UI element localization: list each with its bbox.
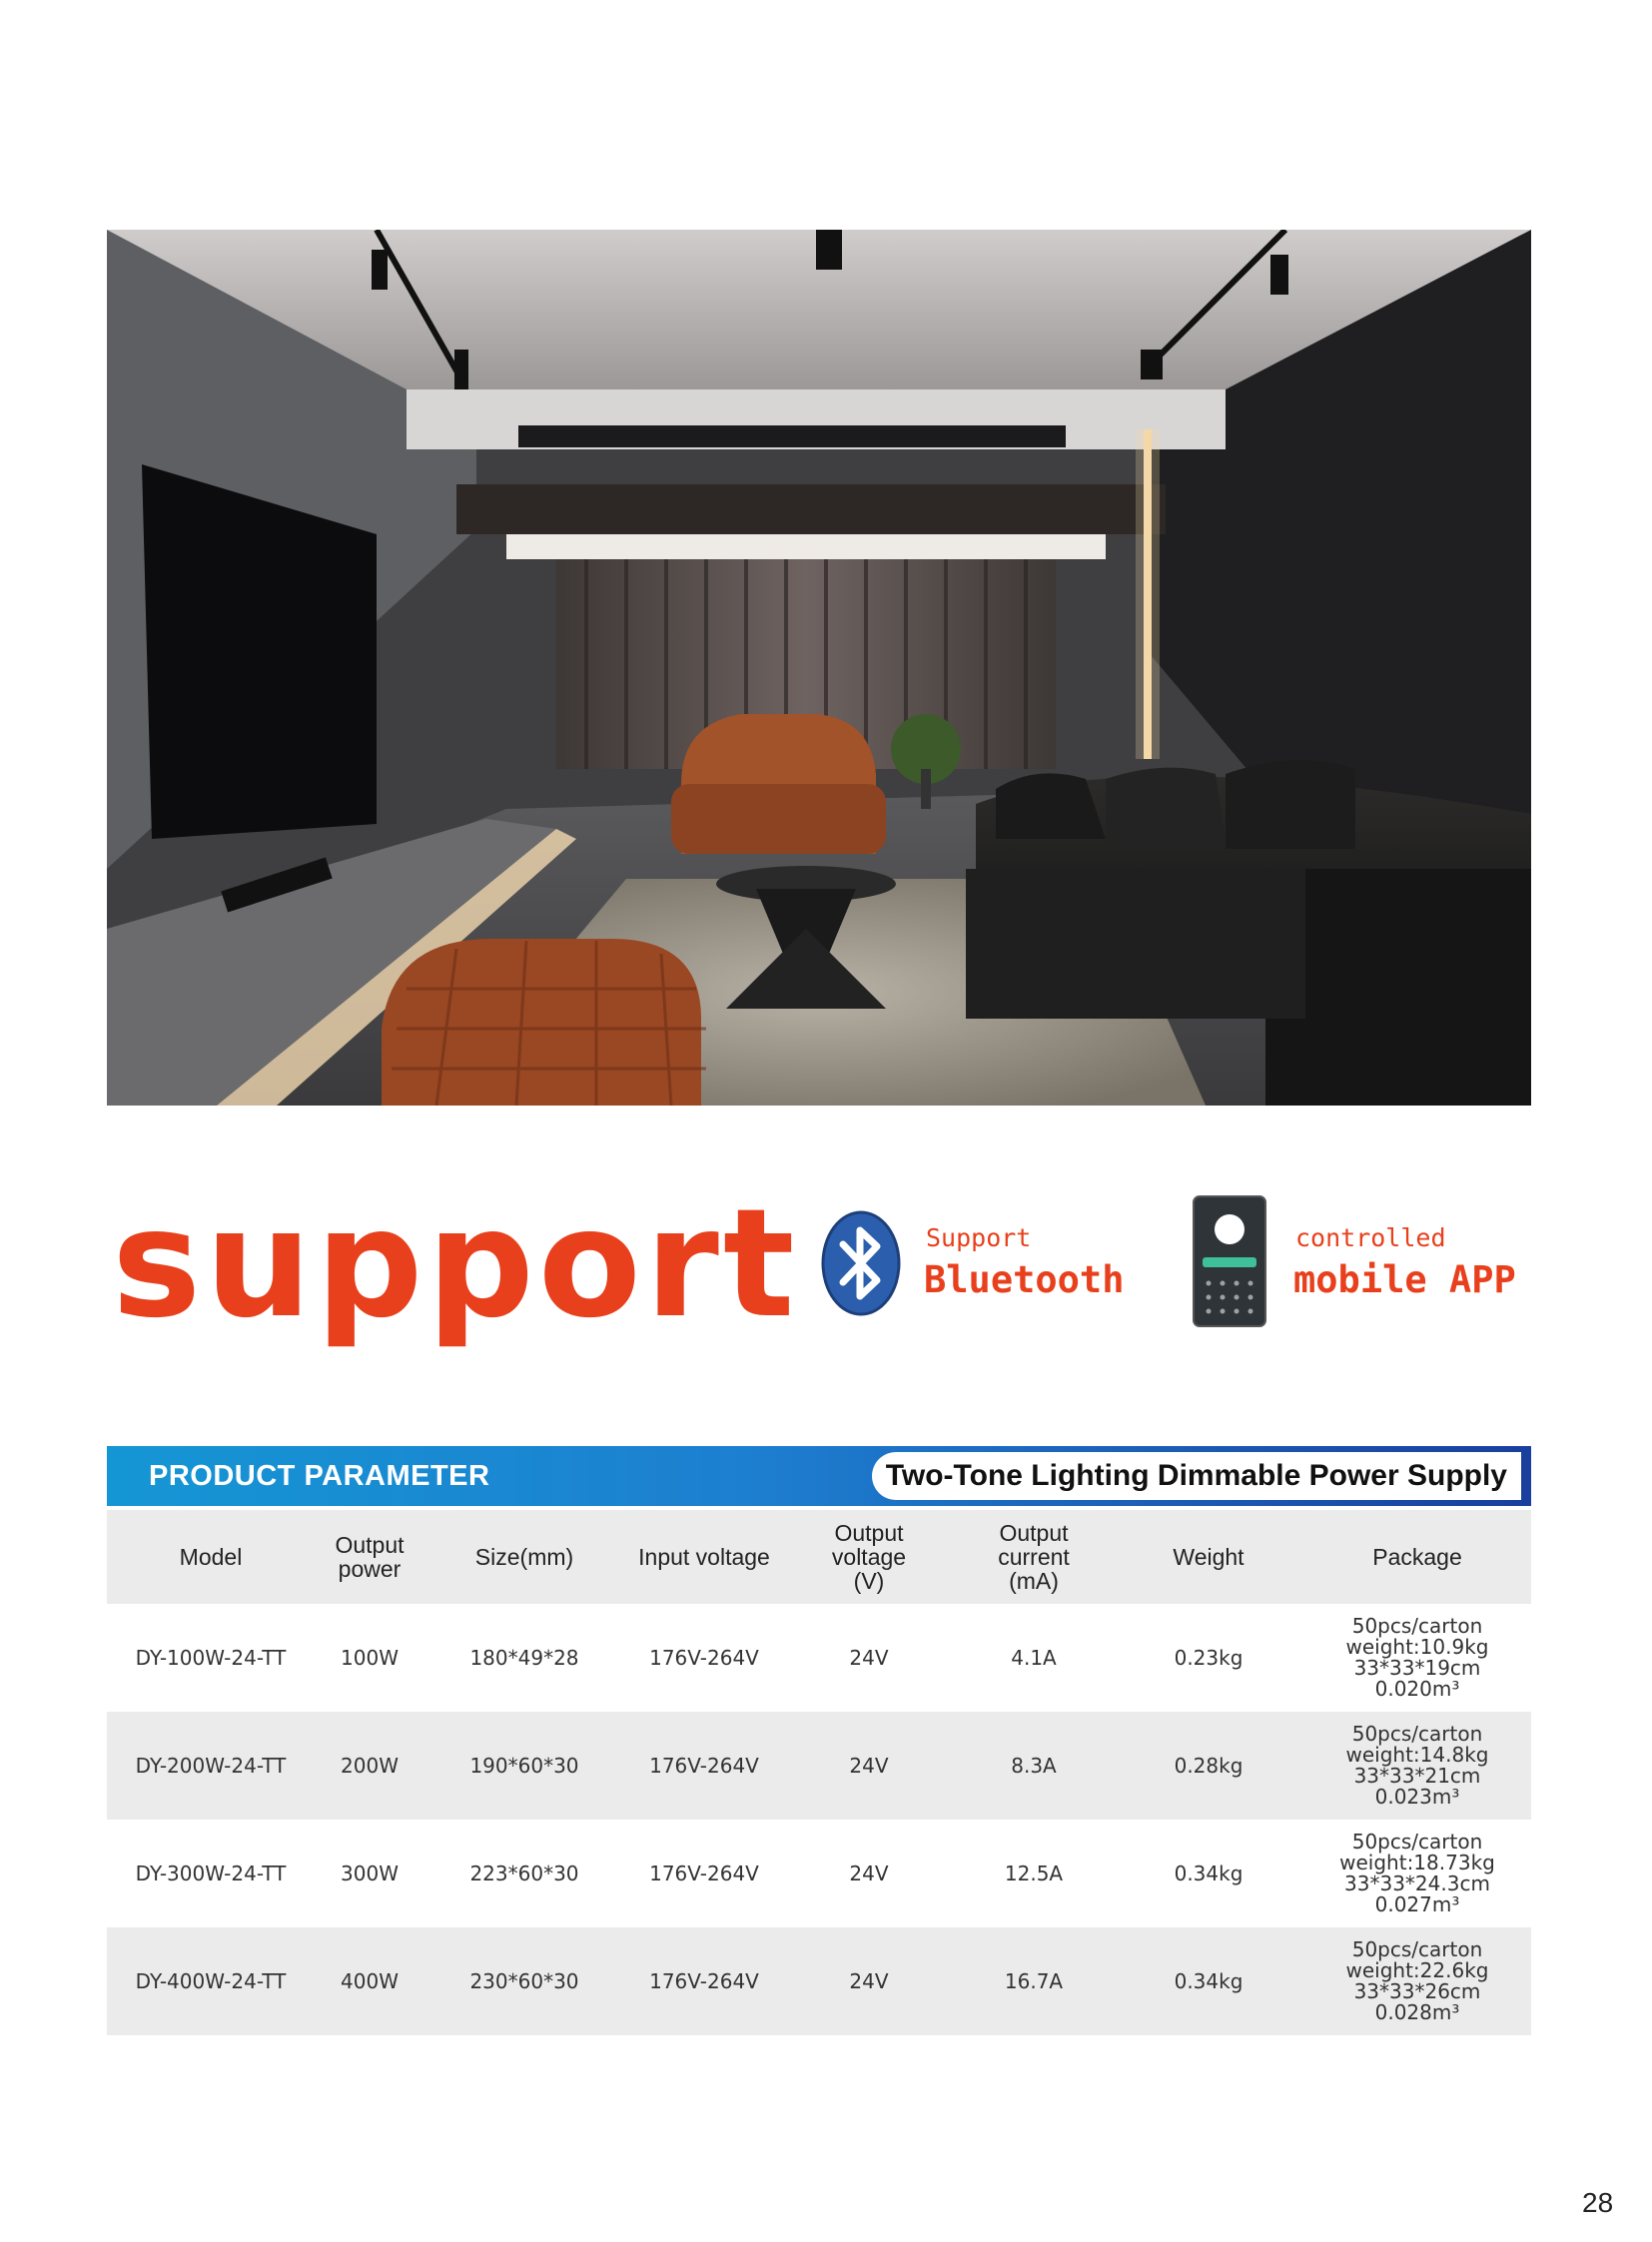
column-header-line: Package bbox=[1372, 1544, 1462, 1570]
parameter-subtitle: Two-Tone Lighting Dimmable Power Supply bbox=[872, 1452, 1521, 1500]
column-header bbox=[424, 1508, 624, 1604]
weight-cell: 0.23kg bbox=[1114, 1604, 1303, 1712]
bluetooth-icon bbox=[821, 1210, 901, 1316]
table-row bbox=[107, 1927, 1531, 2035]
size-cell: 230*60*30 bbox=[424, 1927, 624, 2035]
package-line: weight:18.73kg bbox=[1339, 1851, 1495, 1874]
column-header-line: Model bbox=[179, 1544, 243, 1570]
package-line: 50pcs/carton bbox=[1351, 1830, 1483, 1854]
column-header bbox=[784, 1508, 954, 1604]
input-voltage-cell: 176V-264V bbox=[624, 1604, 784, 1712]
column-header-line: Size(mm) bbox=[474, 1544, 574, 1570]
package-cell bbox=[1303, 1820, 1531, 1927]
package-line: 33*33*21cm bbox=[1353, 1764, 1481, 1788]
column-header-line: Output bbox=[999, 1520, 1069, 1546]
power-cell: 100W bbox=[315, 1604, 424, 1712]
package-cell bbox=[1303, 1604, 1531, 1712]
package-line: weight:14.8kg bbox=[1345, 1743, 1489, 1767]
package-line: 50pcs/carton bbox=[1351, 1722, 1483, 1746]
model-cell: DY-100W-24-TT bbox=[107, 1604, 315, 1712]
column-header bbox=[624, 1508, 784, 1604]
output-voltage-cell: 24V bbox=[784, 1927, 954, 2035]
size-cell: 180*49*28 bbox=[424, 1604, 624, 1712]
model-cell: DY-200W-24-TT bbox=[107, 1712, 315, 1820]
column-header-line: Weight bbox=[1173, 1544, 1244, 1570]
page-number: 28 bbox=[1582, 2187, 1614, 2218]
package-line: 50pcs/carton bbox=[1351, 1937, 1483, 1961]
package-line: 33*33*24.3cm bbox=[1344, 1871, 1490, 1895]
size-cell: 190*60*30 bbox=[424, 1712, 624, 1820]
package-line: 33*33*19cm bbox=[1353, 1656, 1481, 1680]
power-cell: 300W bbox=[315, 1820, 424, 1927]
output-current-cell: 8.3A bbox=[954, 1712, 1114, 1820]
package-cell bbox=[1303, 1927, 1531, 2035]
bluetooth-small-label: Support bbox=[926, 1223, 1032, 1252]
package-line: weight:10.9kg bbox=[1345, 1635, 1489, 1659]
package-line: 50pcs/carton bbox=[1351, 1614, 1483, 1638]
package-cell bbox=[1303, 1712, 1531, 1820]
table-row bbox=[107, 1712, 1531, 1820]
model-cell: DY-400W-24-TT bbox=[107, 1927, 315, 2035]
power-cell: 200W bbox=[315, 1712, 424, 1820]
column-header bbox=[1303, 1508, 1531, 1604]
power-cell: 400W bbox=[315, 1927, 424, 2035]
table-row bbox=[107, 1820, 1531, 1927]
column-header-line: Output bbox=[834, 1520, 904, 1546]
column-header-line: power bbox=[338, 1556, 402, 1582]
package-line: 0.027m³ bbox=[1374, 1892, 1460, 1916]
input-voltage-cell: 176V-264V bbox=[624, 1820, 784, 1927]
size-cell: 223*60*30 bbox=[424, 1820, 624, 1927]
table-header-row bbox=[107, 1508, 1531, 1604]
column-header-line: (mA) bbox=[1009, 1568, 1059, 1594]
weight-cell: 0.34kg bbox=[1114, 1927, 1303, 2035]
package-line: 33*33*26cm bbox=[1353, 1979, 1481, 2003]
column-header-line: voltage bbox=[831, 1544, 907, 1570]
phone-remote-icon bbox=[1193, 1195, 1266, 1327]
product-parameter-bar bbox=[107, 1446, 1531, 1506]
input-voltage-cell: 176V-264V bbox=[624, 1712, 784, 1820]
column-header-line: (V) bbox=[853, 1568, 885, 1594]
bluetooth-big-label: Bluetooth bbox=[924, 1258, 1125, 1301]
weight-cell: 0.28kg bbox=[1114, 1712, 1303, 1820]
output-current-cell: 12.5A bbox=[954, 1820, 1114, 1927]
column-header bbox=[315, 1508, 424, 1604]
support-headline: support bbox=[112, 1177, 799, 1351]
column-header-line: current bbox=[998, 1544, 1070, 1570]
weight-cell: 0.34kg bbox=[1114, 1820, 1303, 1927]
package-line: 0.023m³ bbox=[1374, 1785, 1460, 1809]
package-line: 0.020m³ bbox=[1374, 1677, 1460, 1701]
output-voltage-cell: 24V bbox=[784, 1820, 954, 1927]
input-voltage-cell: 176V-264V bbox=[624, 1927, 784, 2035]
column-header-line: Output bbox=[335, 1532, 405, 1558]
output-current-cell: 16.7A bbox=[954, 1927, 1114, 2035]
living-room-photo bbox=[107, 230, 1531, 1106]
column-header bbox=[954, 1508, 1114, 1604]
column-header bbox=[107, 1508, 315, 1604]
column-header bbox=[1114, 1508, 1303, 1604]
model-cell: DY-300W-24-TT bbox=[107, 1820, 315, 1927]
package-line: 0.028m³ bbox=[1374, 2000, 1460, 2024]
app-small-label: controlled bbox=[1295, 1223, 1446, 1252]
output-voltage-cell: 24V bbox=[784, 1604, 954, 1712]
column-header-line: Input voltage bbox=[638, 1544, 770, 1570]
parameter-table bbox=[107, 1506, 1531, 2035]
parameter-title: PRODUCT PARAMETER bbox=[149, 1460, 490, 1492]
app-big-label: mobile APP bbox=[1293, 1258, 1516, 1301]
table-row bbox=[107, 1604, 1531, 1712]
output-current-cell: 4.1A bbox=[954, 1604, 1114, 1712]
output-voltage-cell: 24V bbox=[784, 1712, 954, 1820]
package-line: weight:22.6kg bbox=[1345, 1958, 1489, 1982]
